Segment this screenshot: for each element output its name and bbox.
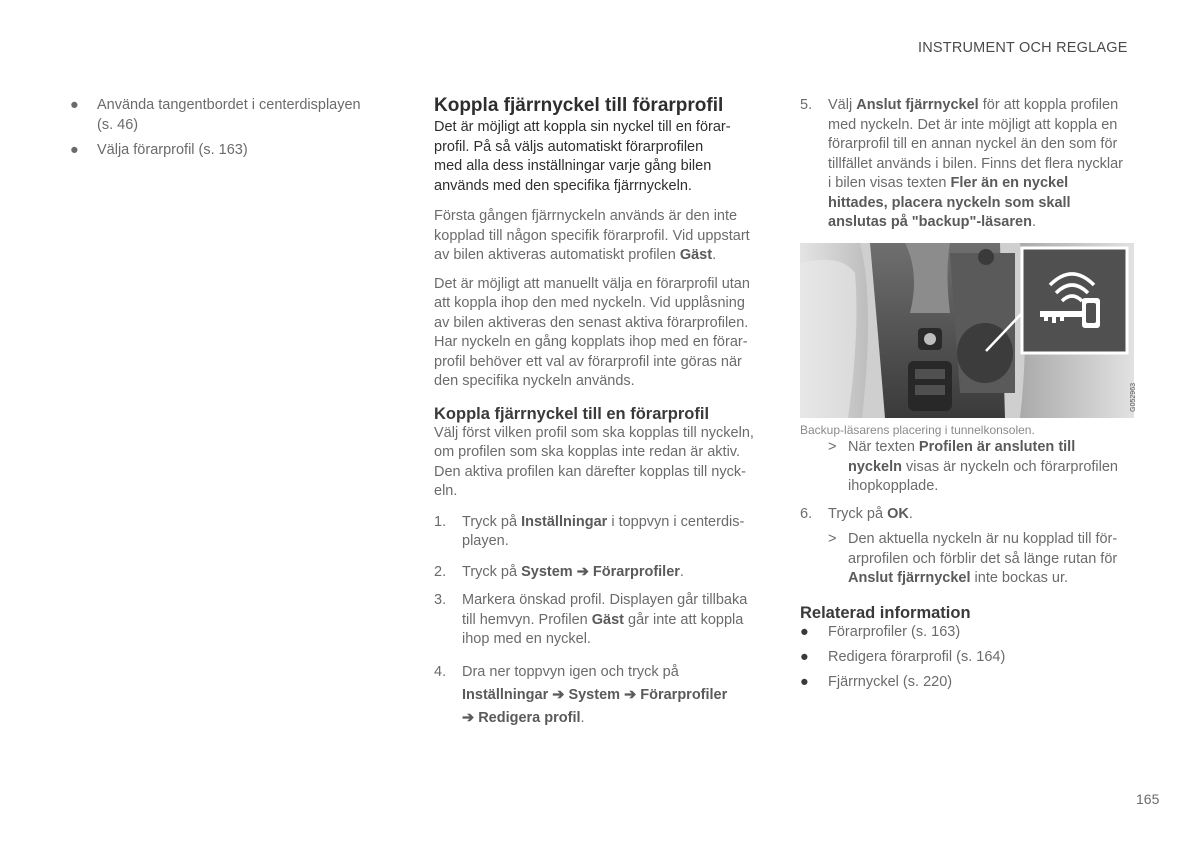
text-line: arprofilen och förblir det så länge rutan för — [848, 550, 1118, 567]
text-span: av bilen aktiveras automatiskt profilen — [434, 247, 680, 263]
text-span: Tryck på — [462, 563, 522, 580]
step-4: 4. Dra ner toppvyn igen och tryck på Inställningar ➔ System ➔ Förarprofiler ➔ Redigera profil. — [434, 661, 774, 730]
text-span: i bilen visas texten — [828, 175, 951, 191]
text-line: kopplad till någon specifik förarprofil. Vid uppstart — [434, 227, 750, 244]
text-span: Tryck på — [462, 513, 522, 530]
text-line: Första gången fjärrnyckeln används är den inte — [434, 208, 738, 224]
paragraph — [434, 424, 774, 502]
list-item-text: Välja förarprofil (s. 163) — [97, 142, 248, 158]
step-number: 5. — [800, 97, 813, 113]
menu-path: Redigera profil — [478, 709, 581, 726]
text-span: går inte att koppla — [624, 611, 744, 628]
text-span: inte bockas ur. — [970, 570, 1069, 586]
text-line: Dra ner toppvyn igen och tryck på — [462, 663, 679, 680]
related-link-text: Redigera förarprofil (s. 164) — [828, 648, 1006, 665]
text-span: i toppvyn i centerdis- — [607, 513, 745, 530]
button-label-text: OK — [887, 505, 909, 522]
text-span: till hemvyn. Profilen — [462, 611, 592, 628]
middle-column — [434, 94, 774, 730]
menu-item-text: Anslut fjärrnyckel — [856, 97, 979, 113]
paragraph — [434, 275, 774, 392]
text-span: När texten — [848, 439, 919, 455]
step-2: 2. Tryck på System ➔ Förarprofiler. — [434, 563, 774, 583]
text-line: ihopkopplade. — [848, 478, 939, 494]
bullet-icon: ● — [70, 142, 79, 158]
text-line: playen. — [462, 533, 509, 549]
text-line: Det är möjligt att manuellt välja en förarprofil utan — [434, 275, 750, 292]
step-5: 5. Välj Anslut fjärrnyckel för att koppla profilen med nyckeln. Det är inte möjligt att koppla en förarprofil till en annan nyckel än den som för tillfället används i bilen. Finns det flera nycklar i bilen visas texten Fler än en nyckel hittades, placera nyckeln som skall anslutas på "backup"-läsaren. — [800, 96, 1135, 233]
step-1 — [434, 513, 774, 552]
menu-item-text: Anslut fjärrnyckel — [848, 570, 971, 586]
text-line: profil behöver ett val av förarprofil inte göras när — [434, 353, 742, 370]
related-heading: Relaterad information — [800, 603, 971, 622]
bullet-icon: ● — [70, 97, 79, 113]
menu-path: Förarprofiler — [592, 563, 680, 580]
tunnel-console-image — [800, 243, 1137, 418]
emphasis-text: Gäst — [591, 611, 624, 628]
step-6: 6. Tryck på OK. — [800, 505, 1135, 525]
step-number: 3. — [434, 592, 447, 608]
related-list — [800, 623, 1135, 698]
display-message: nyckeln — [848, 458, 902, 475]
image-code: G052963 — [1130, 383, 1137, 412]
list-item[interactable] — [70, 96, 390, 135]
text-line: ihop med en nyckel. — [462, 631, 591, 647]
related-link[interactable] — [800, 673, 1135, 698]
result-1 — [828, 438, 1135, 497]
right-column-lower — [800, 438, 1135, 698]
text-line: tillfället används i bilen. Finns det flera nycklar — [828, 155, 1123, 172]
menu-path: System — [521, 563, 573, 580]
page-number: 165 — [1136, 791, 1160, 807]
text-line: av bilen aktiveras automatiskt profilen Gäst. — [434, 247, 717, 263]
text-line: förarprofil till en annan nyckel än den som för — [828, 136, 1118, 152]
menu-path: Inställningar — [521, 513, 608, 530]
emphasis-text: Gäst — [679, 247, 713, 263]
bullet-icon: ● — [800, 623, 809, 640]
text-span: Tryck på — [828, 505, 888, 522]
menu-path: System — [568, 686, 621, 703]
bullet-icon: ● — [800, 673, 809, 690]
arrow-right-icon: ➔ — [462, 709, 475, 726]
right-column — [800, 96, 1135, 233]
text-line: profil. På så väljs automatiskt förarprofilen — [434, 138, 704, 155]
image-caption: Backup-läsarens placering i tunnelkonsolen. — [800, 423, 1035, 437]
text-line: Det är möjligt att koppla sin nyckel till en förar- — [434, 119, 731, 135]
display-message: Fler än en nyckel — [950, 175, 1069, 191]
related-link[interactable] — [800, 648, 1135, 673]
display-message: anslutas på "backup"-läsaren — [828, 214, 1032, 230]
intro-paragraph — [434, 118, 774, 196]
arrow-right-icon: ➔ — [576, 563, 589, 580]
text-line: av bilen aktiveras den senast aktiva förarprofilen. — [434, 314, 749, 331]
menu-path: Inställningar — [462, 686, 549, 703]
step-number: 6. — [800, 505, 813, 522]
text-line: med alla dess inställningar varje gång bilen — [434, 158, 712, 174]
section-title: INSTRUMENT OCH REGLAGE — [918, 40, 1128, 56]
bullet-icon: ● — [800, 648, 809, 665]
text-line: Den aktiva profilen kan därefter kopplas till nyck- — [434, 463, 746, 480]
text-line: eln. — [434, 483, 458, 499]
section-heading: Koppla fjärrnyckel till förarprofil — [434, 95, 724, 116]
text-line: Har nyckeln en gång kopplats ihop med en förar- — [434, 334, 748, 350]
related-link[interactable] — [800, 623, 1135, 648]
list-item-text-cont: (s. 46) — [97, 116, 139, 133]
text-line: används med den specifika fjärrnyckeln. — [434, 177, 692, 194]
text-line: om profilen som ska kopplas inte redan är aktiv. — [434, 444, 740, 460]
arrow-right-icon: ➔ — [624, 686, 637, 703]
display-message: hittades, placera nyckeln som skall — [828, 194, 1071, 211]
related-link-text: Fjärrnyckel (s. 220) — [828, 673, 953, 690]
step-3 — [434, 591, 774, 650]
step-number: 4. — [434, 663, 447, 680]
paragraph — [434, 207, 774, 266]
text-line: den specifika nyckeln används. — [434, 373, 635, 389]
arrow-right-icon: ➔ — [552, 686, 565, 703]
console-illustration — [800, 243, 1134, 418]
step-number: 1. — [434, 513, 447, 530]
list-item[interactable] — [70, 141, 390, 161]
result-marker: > — [828, 531, 837, 547]
text-line: Den aktuella nyckeln är nu kopplad till för- — [848, 531, 1118, 547]
text-span: Välj — [828, 97, 857, 113]
result-2 — [828, 530, 1135, 589]
text-span: för att koppla profilen — [978, 97, 1119, 113]
subheading: Koppla fjärrnyckel till en förarprofil — [434, 404, 710, 423]
text-span: visas är nyckeln och förarprofilen — [902, 458, 1118, 475]
display-message: Profilen är ansluten till — [918, 439, 1076, 455]
text-line: Välj först vilken profil som ska kopplas till nyckeln, — [434, 424, 754, 441]
text-line: med nyckeln. Det är inte möjligt att koppla en — [828, 116, 1118, 133]
text-line: att koppla ihop den med nyckeln. Vid upplåsning — [434, 295, 745, 311]
step-number: 2. — [434, 563, 447, 580]
list-item-text: Använda tangentbordet i centerdisplayen — [97, 97, 361, 113]
related-link-text: Förarprofiler (s. 163) — [828, 623, 961, 640]
menu-path: Förarprofiler — [640, 686, 728, 703]
text-line: Markera önskad profil. Displayen går tillbaka — [462, 592, 748, 608]
result-marker: > — [828, 439, 837, 455]
